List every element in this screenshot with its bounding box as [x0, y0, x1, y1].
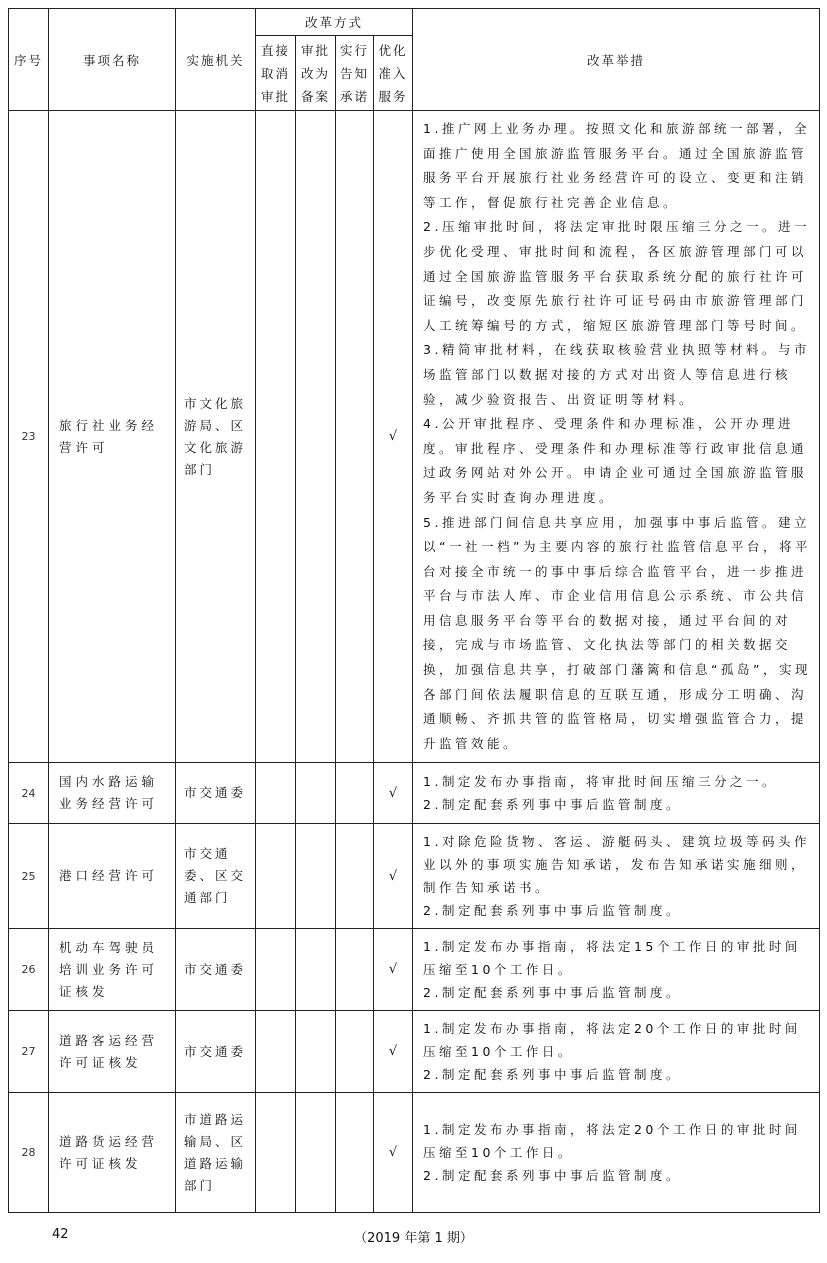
cell-mode-cancel: [256, 1011, 296, 1093]
cell-mode-filing: [296, 1093, 336, 1213]
cell-mode-optimize-check: √: [374, 111, 413, 763]
cell-mode-optimize-check: √: [374, 1011, 413, 1093]
measure-item: 2.制定配套系列事中事后监管制度。: [423, 1168, 682, 1184]
cell-item: 机动车驾驶员培训业务许可证核发: [49, 929, 176, 1011]
page-footer: [0, 1223, 827, 1263]
cell-item: 道路货运经营许可证核发: [49, 1093, 176, 1213]
table-row: [9, 1093, 820, 1213]
cell-mode-commitment: [336, 1011, 374, 1093]
header-mode-optimize: 优化准入服务: [374, 36, 413, 111]
cell-mode-cancel: [256, 1093, 296, 1213]
measure-item: 1.制定发布办事指南，将审批时间压缩三分之一。: [423, 774, 778, 790]
cell-mode-optimize-check: √: [374, 763, 413, 824]
cell-mode-filing: [296, 929, 336, 1011]
cell-mode-cancel: [256, 929, 296, 1011]
measure-item: 1.制定发布办事指南，将法定15个工作日的审批时间压缩至10个工作日。: [423, 939, 801, 978]
cell-org: 市交通委、区交通部门: [176, 824, 256, 929]
table-row: [9, 763, 820, 824]
cell-mode-filing: [296, 1011, 336, 1093]
cell-seq: 23: [9, 111, 49, 763]
cell-mode-commitment: [336, 1093, 374, 1213]
measure-item: 2.制定配套系列事中事后监管制度。: [423, 985, 682, 1001]
cell-measures: [413, 929, 820, 1011]
header-mode-cancel: 直接取消审批: [256, 36, 296, 111]
cell-org: 市文化旅游局、区文化旅游部门: [176, 111, 256, 763]
header-mode: 改革方式: [256, 9, 413, 36]
cell-seq: 27: [9, 1011, 49, 1093]
cell-item: 国内水路运输业务经营许可: [49, 763, 176, 824]
cell-mode-commitment: [336, 763, 374, 824]
header-seq: 序号: [9, 9, 49, 111]
measure-item: 1.推广网上业务办理。按照文化和旅游部统一部署，全面推广使用全国旅游监管服务平台。通过全国旅游监管服务平台开展旅行社业务经营许可的设立、变更和注销等工作，督促旅行社完善企业信息。: [423, 121, 810, 210]
cell-mode-filing: [296, 824, 336, 929]
cell-measures: [413, 1011, 820, 1093]
cell-org: 市交通委: [176, 763, 256, 824]
header-item: 事项名称: [49, 9, 176, 111]
reform-table: [8, 8, 820, 1213]
cell-mode-filing: [296, 111, 336, 763]
cell-mode-cancel: [256, 824, 296, 929]
cell-mode-commitment: [336, 111, 374, 763]
measure-item: 4.公开审批程序、受理条件和办理标准，公开办理进度。审批程序、受理条件和办理标准等行政审批信息通过政务网站对外公开。申请企业可通过全国旅游监管服务平台实时查询办理进度。: [423, 416, 808, 505]
cell-measures: [413, 824, 820, 929]
cell-item: 港口经营许可: [49, 824, 176, 929]
cell-seq: 26: [9, 929, 49, 1011]
table-row: [9, 929, 820, 1011]
measure-item: 2.制定配套系列事中事后监管制度。: [423, 1067, 682, 1083]
header-mode-filing: 审批改为备案: [296, 36, 336, 111]
cell-item: 道路客运经营许可证核发: [49, 1011, 176, 1093]
table-row: [9, 111, 820, 763]
cell-mode-commitment: [336, 824, 374, 929]
cell-mode-filing: [296, 763, 336, 824]
cell-seq: 28: [9, 1093, 49, 1213]
cell-org: 市交通委: [176, 1011, 256, 1093]
header-measures: 改革举措: [413, 9, 820, 111]
measure-item: 2.制定配套系列事中事后监管制度。: [423, 797, 682, 813]
issue-label: （2019 年第 1 期）: [354, 1231, 473, 1247]
cell-measures: [413, 111, 820, 763]
measure-item: 2.压缩审批时间，将法定审批时限压缩三分之一。进一步优化受理、审批时间和流程，各区旅游管理部门可以通过全国旅游监管服务平台获取系统分配的旅行社许可证编号，改变原先旅行社许可证号码由市旅游管理部门人工统筹编号的方式，缩短区旅游管理部门等号时间。: [423, 219, 810, 333]
table-row: [9, 1011, 820, 1093]
measure-item: 3.精简审批材料，在线获取核验营业执照等材料。与市场监管部门以数据对接的方式对出资人等信息进行核验，减少验资报告、出资证明等材料。: [423, 342, 810, 407]
cell-mode-commitment: [336, 929, 374, 1011]
cell-mode-cancel: [256, 111, 296, 763]
cell-item: 旅行社业务经营许可: [49, 111, 176, 763]
cell-mode-cancel: [256, 763, 296, 824]
header-mode-commitment: 实行告知承诺: [336, 36, 374, 111]
table-row: [9, 824, 820, 929]
cell-seq: 24: [9, 763, 49, 824]
cell-org: 市交通委: [176, 929, 256, 1011]
cell-seq: 25: [9, 824, 49, 929]
cell-mode-optimize-check: √: [374, 929, 413, 1011]
header-org: 实施机关: [176, 9, 256, 111]
measure-item: 1.对除危险货物、客运、游艇码头、建筑垃圾等码头作业以外的事项实施告知承诺，发布告知承诺实施细则，制作告知承诺书。: [423, 834, 810, 896]
measure-item: 1.制定发布办事指南，将法定20个工作日的审批时间压缩至10个工作日。: [423, 1021, 801, 1060]
page-number: 42: [52, 1227, 69, 1243]
cell-org: 市道路运输局、区道路运输部门: [176, 1093, 256, 1213]
measure-item: 5.推进部门间信息共享应用，加强事中事后监管。建立以“一社一档”为主要内容的旅行社监管信息平台，将平台对接全市统一的事中事后综合监管平台，进一步推进平台与市法人库、市企业信用信息公示系统、市公共信用信息服务平台等平台的数据对接，通过平台间的对接，完成与市场监管、文化执法等部门的相关数据交换，加强信息共享，打破部门藩篱和信息“孤岛”，实现各部门间依法履职信息的互联互通，形成分工明确、沟通顺畅、齐抓共管的监管格局，切实增强监管合力，提升监管效能。: [423, 514, 811, 751]
cell-measures: [413, 763, 820, 824]
cell-mode-optimize-check: √: [374, 824, 413, 929]
cell-mode-optimize-check: √: [374, 1093, 413, 1213]
cell-measures: [413, 1093, 820, 1213]
measure-item: 1.制定发布办事指南，将法定20个工作日的审批时间压缩至10个工作日。: [423, 1122, 801, 1161]
measure-item: 2.制定配套系列事中事后监管制度。: [423, 903, 682, 919]
